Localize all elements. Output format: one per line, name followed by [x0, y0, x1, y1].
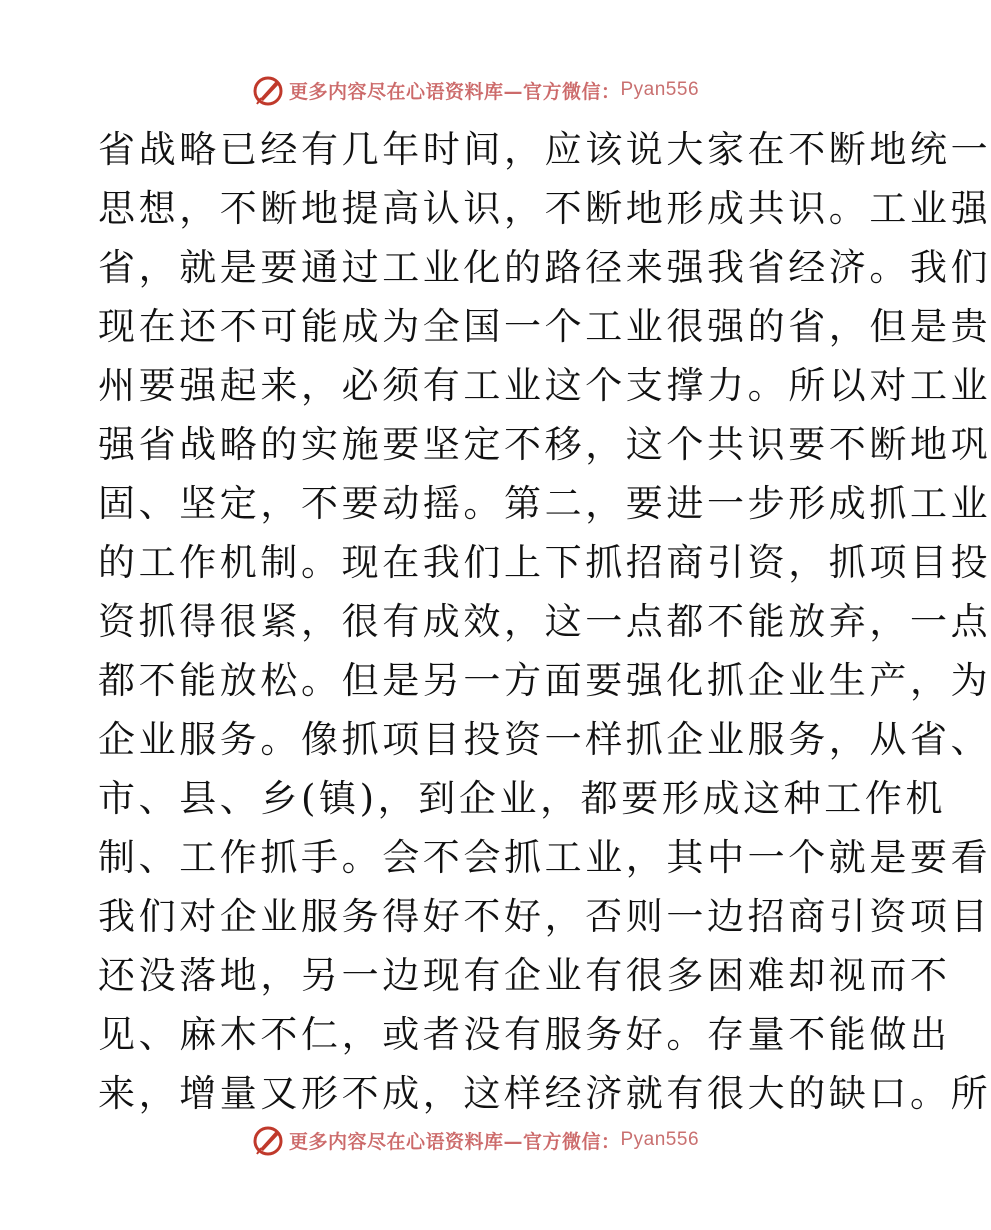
body-line: 来，增量又形不成，这样经济就有很大的缺口。所	[98, 1072, 991, 1115]
body-line: 省，就是要通过工业化的路径来强我省经济。我们	[98, 246, 991, 289]
body-line: 企业服务。像抓项目投资一样抓企业服务，从省、	[98, 718, 991, 761]
body-line: 见、麻木不仁，或者没有服务好。存量不能做出	[98, 1013, 951, 1056]
footer-banner-text: 更多内容尽在心语资料库—官方微信：	[288, 1130, 621, 1153]
footer-banner-wechat: Pyan556	[620, 1129, 700, 1150]
body-line: 思想，不断地提高认识，不断地形成共识。工业强	[98, 187, 991, 230]
body-line: 现在还不可能成为全国一个工业很强的省，但是贵	[98, 305, 991, 348]
body-line: 州要强起来，必须有工业这个支撑力。所以对工业	[98, 364, 991, 407]
header-banner	[0, 70, 950, 110]
document-body	[98, 120, 991, 1123]
body-line: 制、工作抓手。会不会抓工业，其中一个就是要看	[98, 836, 991, 879]
red-quill-circle-logo-icon	[251, 73, 285, 107]
body-line: 省战略已经有几年时间，应该说大家在不断地统一	[98, 128, 991, 171]
body-line: 的工作机制。现在我们上下抓招商引资，抓项目投	[98, 541, 991, 584]
body-line: 强省战略的实施要坚定不移，这个共识要不断地巩	[98, 423, 991, 466]
body-line: 固、坚定，不要动摇。第二，要进一步形成抓工业	[98, 482, 991, 525]
body-line: 都不能放松。但是另一方面要强化抓企业生产，为	[98, 659, 991, 702]
body-line: 还没落地，另一边现有企业有很多困难却视而不	[98, 954, 951, 997]
body-line: 我们对企业服务得好不好，否则一边招商引资项目	[98, 895, 991, 938]
header-banner-wechat: Pyan556	[620, 79, 700, 100]
header-banner-text: 更多内容尽在心语资料库—官方微信：	[288, 80, 621, 103]
body-line: 市、县、乡(镇)，到企业，都要形成这种工作机	[98, 777, 947, 820]
red-quill-circle-logo-icon	[251, 1123, 285, 1157]
footer-banner	[0, 1120, 950, 1160]
body-line: 资抓得很紧，很有成效，这一点都不能放弃，一点	[98, 600, 991, 643]
